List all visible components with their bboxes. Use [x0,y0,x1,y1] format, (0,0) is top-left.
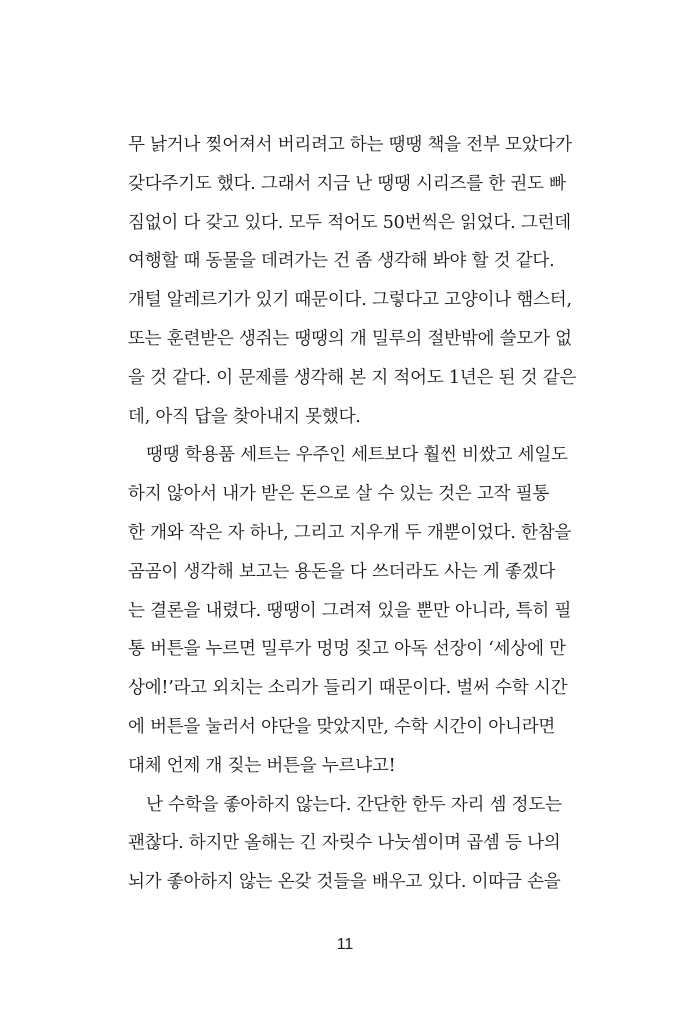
text-line: 무 낡거나 찢어져서 버리려고 하는 땡땡 책을 전부 모았다가 [128,135,572,155]
text-line: 한 개와 작은 자 하나, 그리고 지우개 두 개뿐이었다. 한참을 [128,522,572,543]
page-number: 11 [336,936,354,953]
text-line: 개털 알레르기가 있기 때문이다. 그렇다고 고양이나 햄스터, [128,290,572,311]
text-line: 짐없이 다 갖고 있다. 모두 적어도 50번씩은 읽었다. 그런데 [128,212,572,233]
paragraph-first-line: 난 수학을 좋아하지 않는다. 간단한 한두 자리 셈 정도는 [146,794,562,815]
text-line: 에 버튼을 눌러서 야단을 맞았지만, 수학 시간이 아니라면 [128,716,556,737]
text-line: 데, 아직 답을 찾아내지 못했다. [128,406,361,427]
text-line: 는 결론을 내렸다. 땡땡이 그려져 있을 뿐만 아니라, 특히 필 [128,600,572,621]
text-line: 을 것 같다. 이 문제를 생각해 본 지 적어도 1년은 된 것 같은 [128,367,577,388]
text-line: 괜찮다. 하지만 올해는 긴 자릿수 나눗셈이며 곱셈 등 나의 [128,833,561,854]
text-line: 갖다주기도 했다. 그래서 지금 난 땡땡 시리즈를 한 권도 빠 [128,173,566,194]
paragraph-first-line: 땡땡 학용품 세트는 우주인 세트보다 훨씬 비쌌고 세일도 [146,445,568,466]
text-line: 뇌가 좋아하지 않는 온갖 것들을 배우고 있다. 이따금 손을 [128,872,561,893]
text-line: 여행할 때 동물을 데려가는 건 좀 생각해 봐야 할 것 같다. [128,251,555,272]
text-line: 또는 훈련받은 생쥐는 땡땡의 개 밀루의 절반밖에 쓸모가 없 [128,328,572,349]
text-line: 곰곰이 생각해 보고는 용돈을 다 쓰더라도 사는 게 좋겠다 [128,561,556,582]
text-line: 대체 언제 개 짖는 버튼을 누르냐고! [128,755,396,776]
text-line: 하지 않아서 내가 받은 돈으로 살 수 있는 것은 고작 필통 [128,484,550,505]
text-line: 통 버튼을 누르면 밀루가 멍멍 짖고 아독 선장이 ‘세상에 만 [128,639,566,660]
text-line: 상에!’라고 외치는 소리가 들리기 때문이다. 벌써 수학 시간 [128,678,568,699]
body-text [128,130,588,906]
